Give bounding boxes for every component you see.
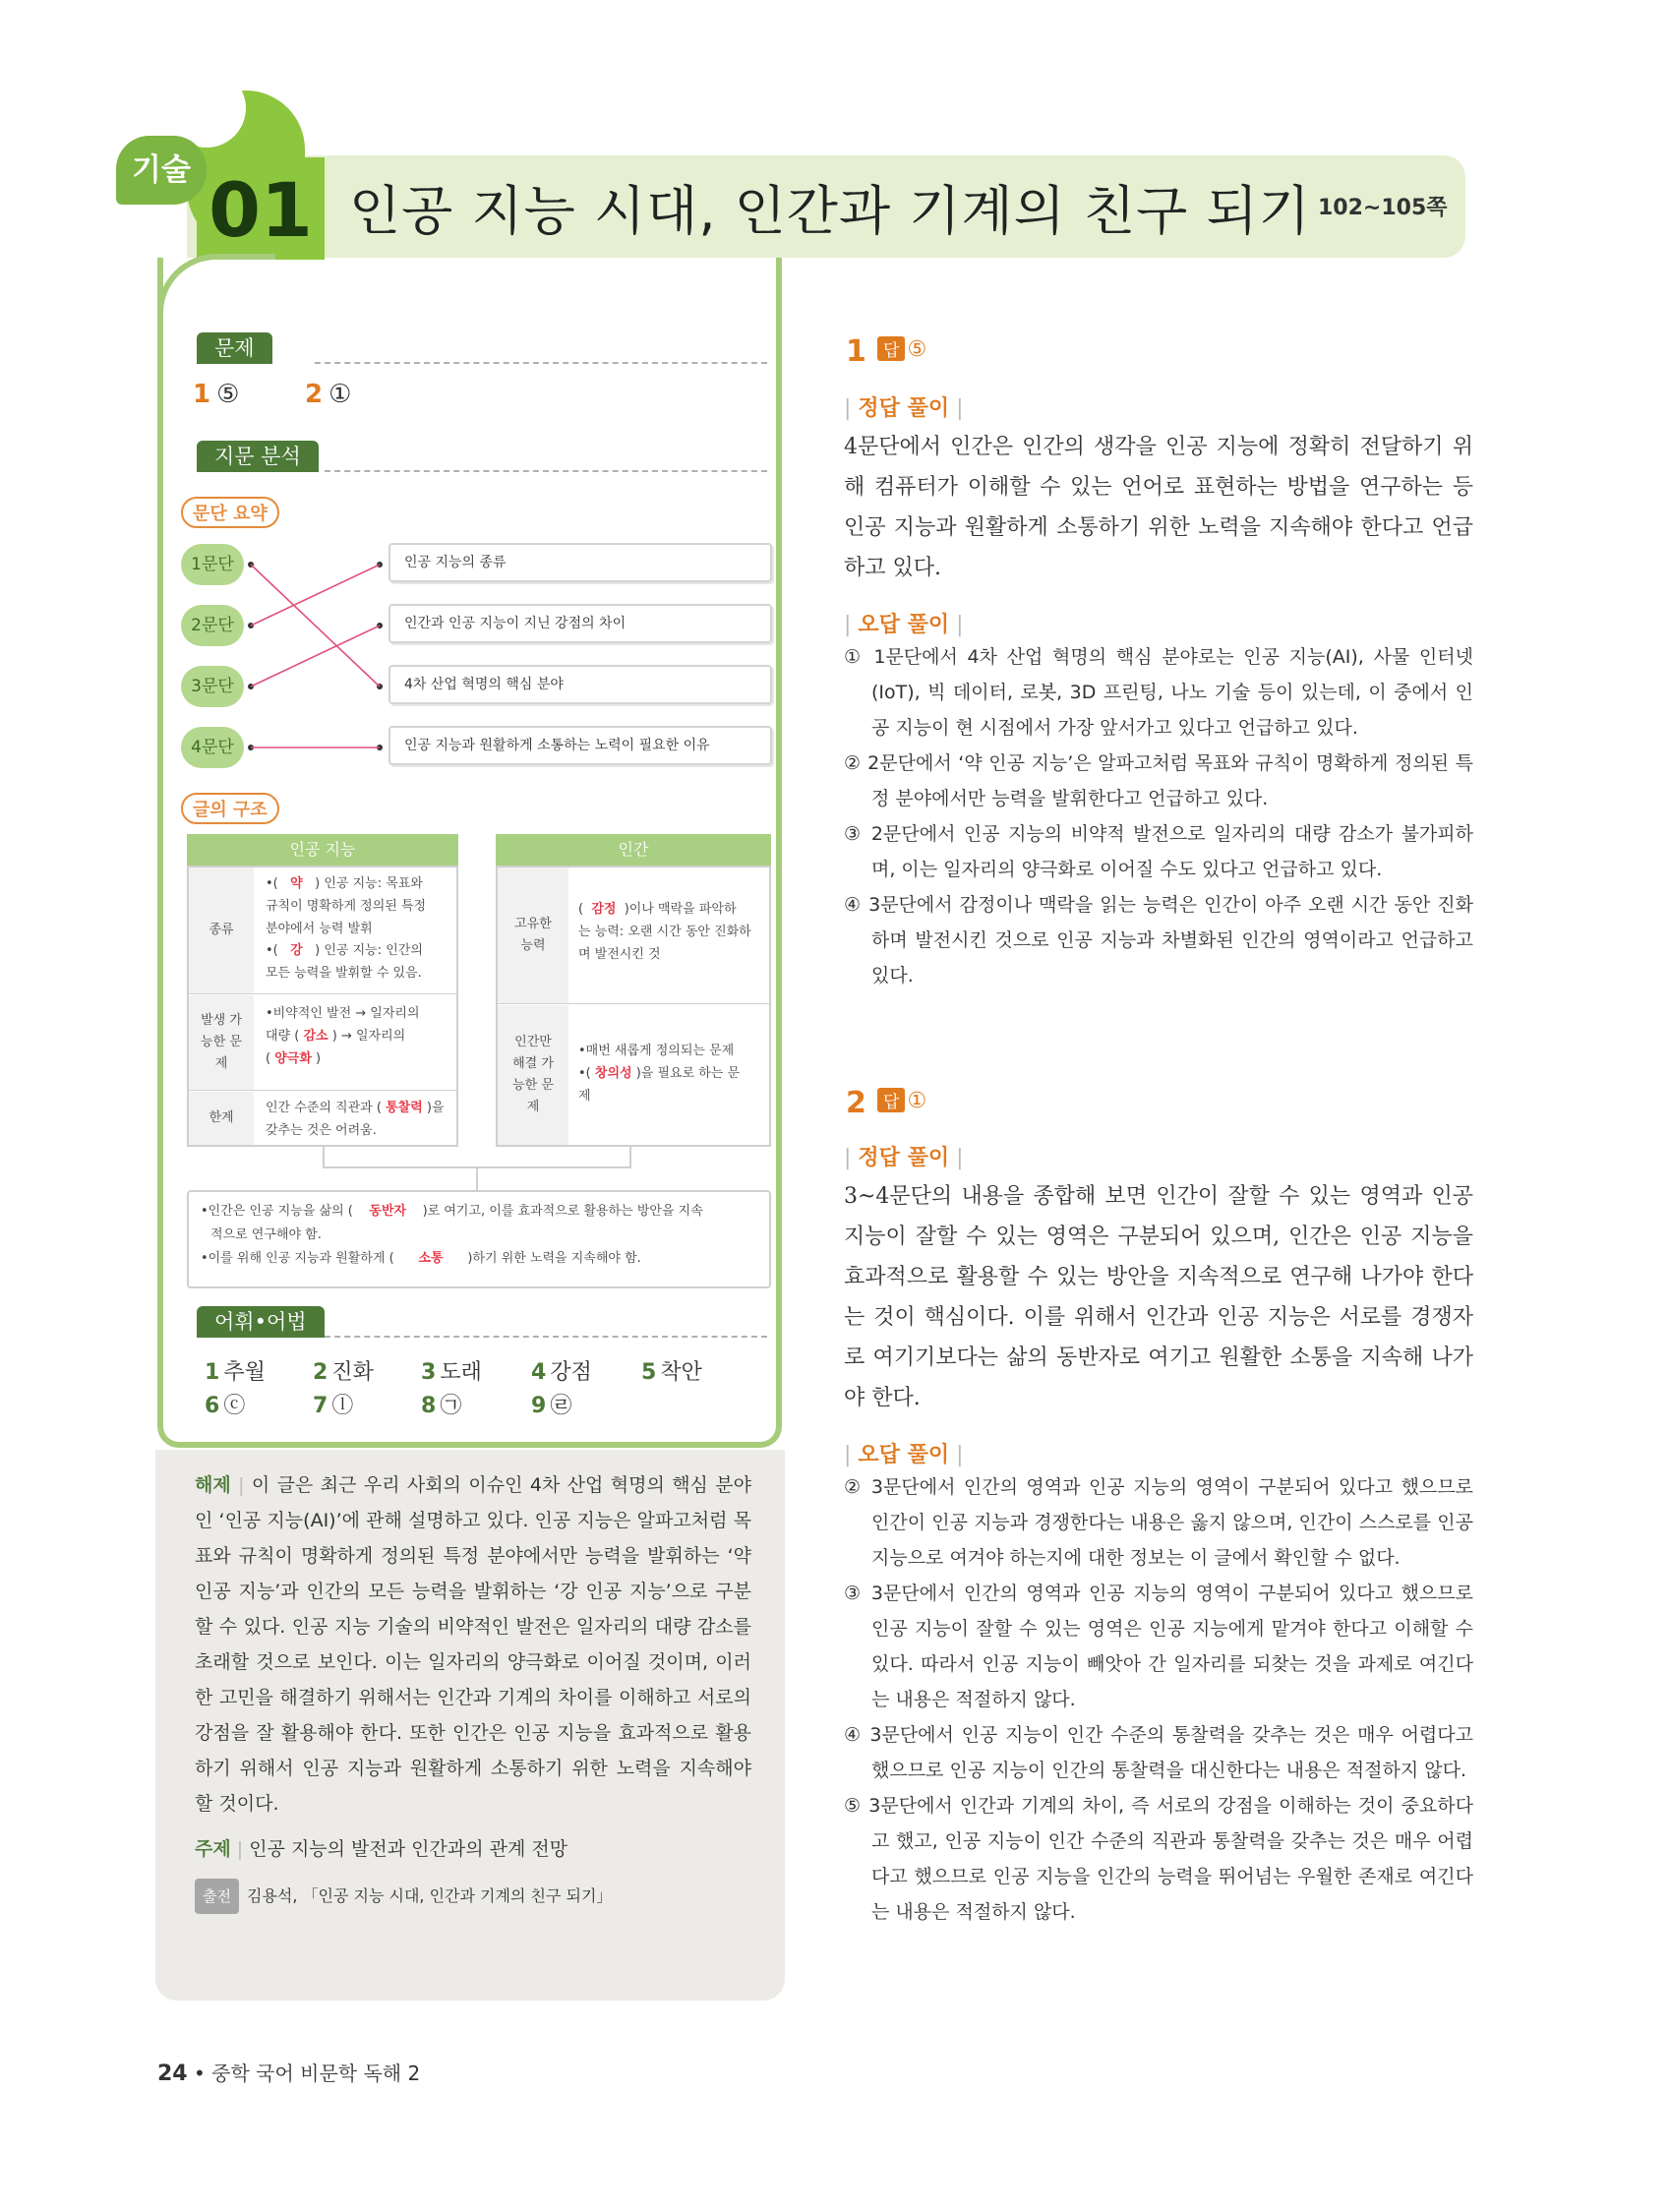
divider	[325, 1336, 767, 1338]
q2-correct-text: 3~4문단의 내용을 종합해 보면 인간이 잘할 수 있는 영역과 인공 지능이 잘할 수 있는 영역은 구분되어 있으며, 인간은 인공 지능을 효과적으로 활용할 수 있는 방안을 지속적으로 연구해 나가야 한다는 것이 핵심이다. 이를 위해서 인간과 인공 지능은 서로를 경쟁자로 여기기보다는 삶의 동반자로 여기고 원활한 소통을 지속해 나가야 한다.	[844, 1184, 1473, 1410]
source-paragraph: 출전 김용석, 「인공 지능 시대, 인간과 기계의 친구 되기」	[195, 1879, 751, 1914]
summary-box-2: 인간과 인공 지능이 지닌 강점의 차이	[388, 604, 772, 643]
vocab-5: 5 착안	[641, 1360, 702, 1385]
haeje-paragraph: 해제 | 이 글은 최근 우리 사회의 이슈인 4차 산업 혁명의 핵심 분야인 ‘인공 지능(AI)’에 관해 설명하고 있다. 인공 지능은 알파고처럼 목표와 규칙이 명확하게 정의된 특정 분야에서만 능력을 발휘하는 ‘약 인공 지능’과 인간의 모든 능력을 발휘하는 ‘강 인공 지능’으로 구분할 수 있다. 인공 지능 기술의 비약적인 발전은 일자리의 대량 감소를 초래할 것으로 보인다. 이는 일자리의 양극화로 이어질 것이며, 이러한 고민을 해결하기 위해서는 인간과 기계의 차이를 이해하고 서로의 강점을 잘 활용해야 한다. 또한 인간은 인공 지능을 효과적으로 활용하기 위해서 인공 지능과 원활하게 소통하기 위한 노력을 지속해야 할 것이다.	[195, 1474, 751, 1815]
question-2-number: 2	[846, 1086, 866, 1120]
vocab-1: 1 추월	[205, 1360, 266, 1385]
ai-table-header: 인공 지능	[187, 834, 458, 866]
paragraph-3-label: 3문단	[181, 666, 244, 707]
vocab-7: 7 ⓛ	[313, 1394, 354, 1418]
ai-limit-cell: 인간 수준의 직관과 ( 통찰력 )을 갖추는 것은 어려움.	[266, 1101, 445, 1138]
q1-wrong-label: | 오답 풀이 |	[844, 613, 964, 637]
human-table-header: 인간	[496, 834, 771, 866]
question-1-number: 1	[846, 334, 866, 369]
conclusion-text: •인간은 인공 지능을 삶의 ( 동반자 )로 여기고, 이를 효과적으로 활용하는 방안을 지속 적으로 연구해야 함. •이를 위해 인공 지능과 원활하게 ( 소통 )하기 위한 노력을 지속해야 함.	[201, 1204, 703, 1266]
unit-number: 01	[209, 166, 313, 254]
q1-correct-text: 4문단에서 인간은 인간의 생각을 인공 지능에 정확히 전달하기 위해 컴퓨터가 이해할 수 있는 언어로 표현하는 방법을 연구하는 등 인공 지능과 원활하게 소통하기 위한 노력을 지속해야 한다고 언급하고 있다.	[844, 435, 1473, 580]
link-2-1	[251, 565, 380, 626]
vocab-2: 2 진화	[313, 1360, 374, 1385]
human-inherent-cell: ( 감정 )이나 맥락을 파악하 는 능력: 오랜 시간 동안 진화하 며 발전시킨 것	[578, 902, 751, 962]
answer-1: 1 ⑤	[193, 380, 240, 409]
vocab-4: 4 강점	[531, 1360, 592, 1385]
vocab-8: 8 ㉠	[421, 1394, 462, 1418]
bracket	[323, 1147, 631, 1168]
summary-pill: 문단 요약	[181, 497, 279, 528]
problems-tab: 문제	[197, 332, 272, 364]
row-divider	[189, 993, 456, 994]
page-footer: 24 • 중학 국어 비문학 독해 2	[157, 2062, 421, 2086]
vocab-6: 6 ⓒ	[205, 1394, 246, 1418]
human-solve-cell: •매번 새롭게 정의되는 문제 •( 창의성 )을 필요로 하는 문 제	[578, 1044, 741, 1104]
structure-pill: 글의 구조	[181, 793, 279, 824]
summary-box-3: 4차 산업 혁명의 핵심 분야	[388, 665, 772, 704]
page-range: 102~105쪽	[1318, 196, 1448, 220]
human-row-inherent-label: 고유한 능력	[498, 867, 568, 1003]
question-1-answer: 답 ⑤	[877, 336, 926, 362]
vocab-3: 3 도래	[421, 1360, 482, 1385]
page-title: 인공 지능 시대, 인간과 기계의 친구 되기	[349, 180, 1311, 242]
vocab-tab: 어휘•어법	[197, 1306, 325, 1338]
q1-wrong-list: ① 1문단에서 4차 산업 혁명의 핵심 분야로는 인공 지능(AI), 사물 인터넷(IoT), 빅 데이터, 로봇, 3D 프린팅, 나노 기술 등이 있는데, 이 중에서 인공 지능이 현 시점에서 가장 앞서가고 있다고 언급하고 있다. ② 2문단에서 ‘약 인공 지능’은 알파고처럼 목표와 규칙이 명확하게 정의된 특정 분야에서만 능력을 발휘한다고 언급하고 있다. ③ 2문단에서 인공 지능의 비약적 발전으로 일자리의 대량 감소가 불가피하며, 이는 일자리의 양극화로 이어질 수도 있다고 언급하고 있다. ④ 3문단에서 감정이나 맥락을 읽는 능력은 인간이 아주 오랜 시간 동안 진화하며 발전시킨 것으로 인공 지능과 차별화된 인간의 영역이라고 언급하고 있다.	[844, 646, 1473, 986]
vocab-9: 9 ㉣	[531, 1394, 572, 1418]
ai-row-limit-label: 한계	[189, 1092, 254, 1145]
q2-correct-label: | 정답 풀이 |	[844, 1146, 964, 1170]
q1-correct-label: | 정답 풀이 |	[844, 396, 964, 421]
theme-paragraph: 주제 | 인공 지능의 발전과 인간과의 관계 전망	[195, 1838, 568, 1860]
q2-wrong-list: ② 3문단에서 인간의 영역과 인공 지능의 영역이 구분되어 있다고 했으므로 인간이 인공 지능과 경쟁한다는 내용은 옳지 않으며, 인간이 스스로를 인공 지능으로 여겨야 하는지에 대한 정보는 이 글에서 확인할 수 없다. ③ 3문단에서 인간의 영역과 인공 지능의 영역이 구분되어 있다고 했으므로 인공 지능이 잘할 수 있는 영역은 인공 지능에게 맡겨야 한다고 이해할 수 있다. 따라서 인공 지능이 빼앗아 간 일자리를 되찾는 것을 과제로 여긴다는 내용은 적절하지 않다. ④ 3문단에서 인공 지능이 인간 수준의 통찰력을 갖추는 것은 매우 어렵다고 했으므로 인공 지능이 인간의 통찰력을 대신한다는 내용은 적절하지 않다. ⑤ 3문단에서 인간과 기계의 차이, 즉 서로의 강점을 이해하는 것이 중요하다고 했고, 인공 지능이 인간 수준의 직관과 통찰력을 갖추는 것은 매우 어렵다고 했으므로 인공 지능을 인간의 능력을 뛰어넘는 우월한 존재로 여긴다는 내용은 적절하지 않다.	[844, 1476, 1473, 1923]
summary-box-1: 인공 지능의 종류	[388, 543, 772, 582]
paragraph-1-label: 1문단	[181, 544, 244, 585]
summary-box-4: 인공 지능과 원활하게 소통하는 노력이 필요한 이유	[388, 726, 772, 765]
row-divider	[189, 1090, 456, 1091]
bracket-stem	[476, 1168, 478, 1190]
paragraph-2-label: 2문단	[181, 605, 244, 646]
ai-type-cell: •( 약 ) 인공 지능: 목표와 규칙이 명확하게 정의된 특정 분야에서 능력 발휘 •( 강 ) 인공 지능: 인간의 모든 능력을 발휘할 수 있음.	[266, 876, 427, 981]
ai-row-type-label: 종류	[189, 867, 254, 993]
ai-row-problem-label: 발생 가능한 문제	[189, 995, 254, 1090]
human-row-solve-label: 인간만 해결 가능한 문제	[498, 1005, 568, 1145]
link-3-2	[251, 626, 380, 687]
ai-problem-cell: •비약적인 발전 → 일자리의 대량 ( 감소 ) → 일자리의 ( 양극화 )	[266, 1006, 420, 1066]
analysis-tab: 지문 분석	[197, 441, 319, 472]
category-badge: 기술	[116, 136, 207, 205]
paragraph-4-label: 4문단	[181, 727, 244, 768]
link-1-3	[251, 565, 380, 687]
q2-wrong-label: | 오답 풀이 |	[844, 1443, 964, 1467]
row-divider	[498, 1003, 769, 1004]
question-2-answer: 답 ①	[877, 1088, 926, 1113]
answer-2: 2 ①	[305, 380, 352, 409]
commentary-text	[195, 1467, 751, 1914]
